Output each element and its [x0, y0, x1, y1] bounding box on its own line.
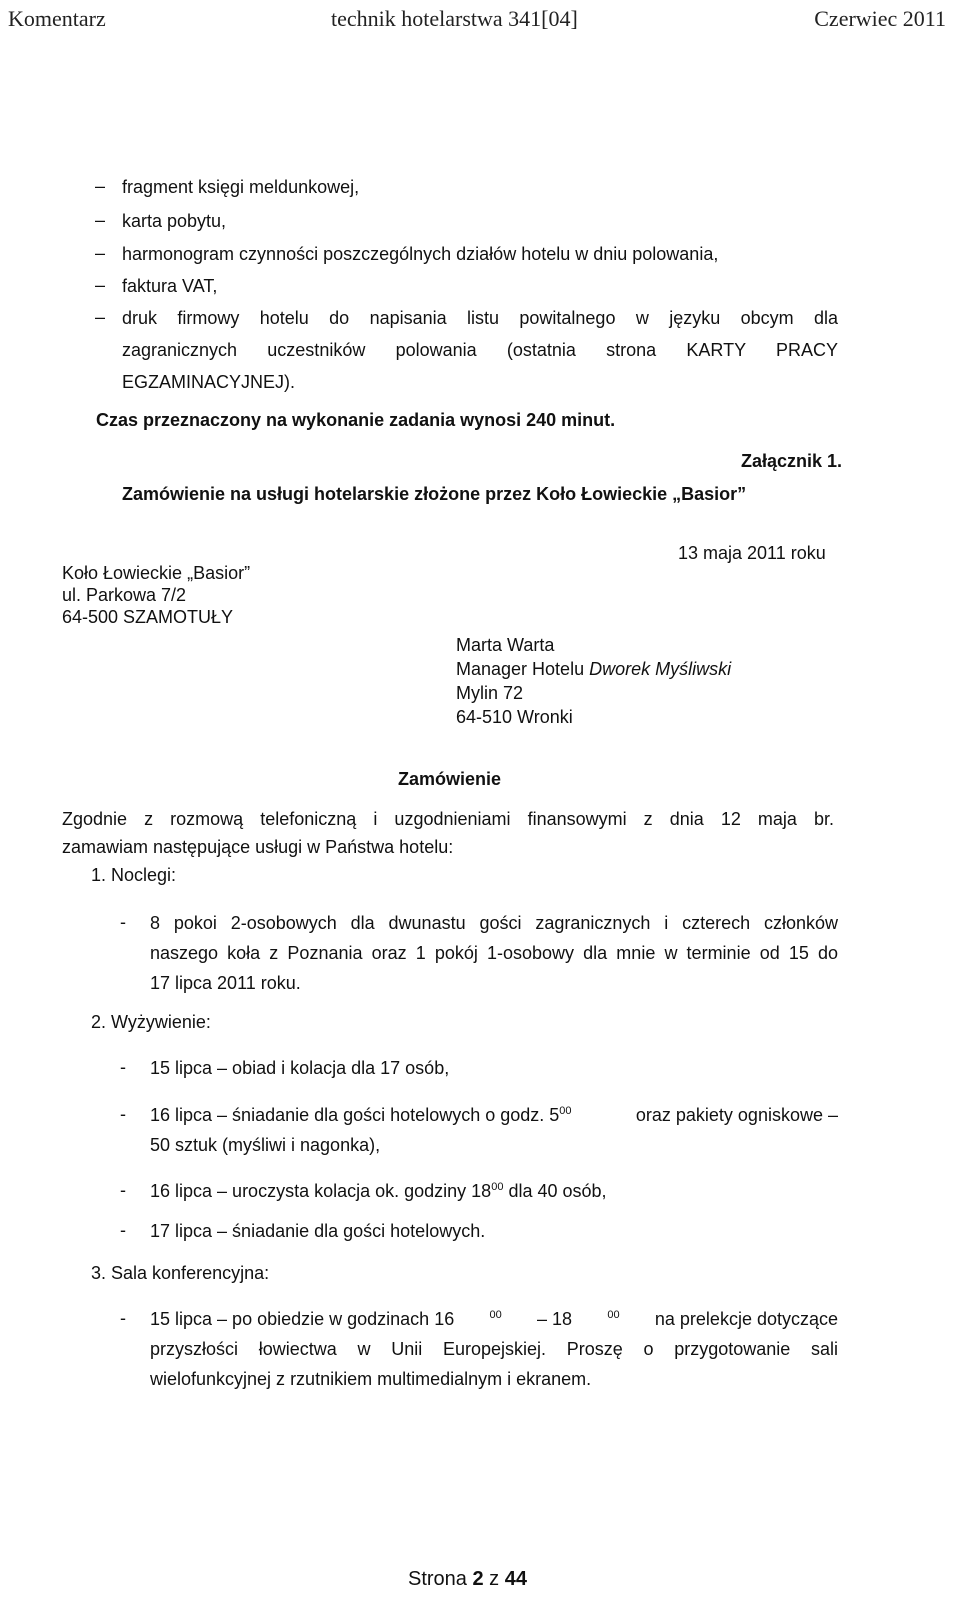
list-item: faktura VAT,: [122, 276, 218, 296]
page-footer: [408, 1568, 527, 1591]
conference-text-c: na prelekcje dotyczące: [654, 1309, 838, 1329]
sender-line: ul. Parkowa 7/2: [62, 585, 187, 605]
list-item: druk firmowy hotelu do napisania listu powitalnego w języku obcym dla: [122, 308, 838, 328]
footer-prefix: Strona: [408, 1568, 473, 1590]
recipient-city: 64-510 Wronki: [456, 707, 573, 727]
item-dash: -: [120, 1180, 126, 1200]
time-superscript: 00: [559, 1105, 572, 1117]
header-left: Komentarz: [8, 6, 106, 31]
recipient-name: Marta Warta: [456, 635, 555, 655]
lodging-line: 17 lipca 2011 roku.: [150, 973, 301, 993]
footer-mid: z: [483, 1568, 505, 1590]
conference-line: wielofunkcyjnej z rzutnikiem multimedialnym i ekranem.: [150, 1369, 592, 1389]
recipient-role: [456, 658, 731, 680]
catering-text-b: oraz pakiety ogniskowe –: [635, 1105, 838, 1125]
footer-page: 2: [472, 1568, 484, 1590]
recipient-role-prefix: Manager Hotelu: [456, 659, 590, 679]
list-item-cont: EGZAMINACYJNEJ).: [122, 372, 296, 392]
list-dash: –: [95, 275, 106, 295]
sender-line: 64-500 SZAMOTUŁY: [62, 607, 234, 627]
list-dash: –: [95, 210, 106, 230]
list-dash: –: [95, 243, 106, 263]
order-title: Zamówienie na usługi hotelarskie złożone przez Koło Łowieckie „Basior”: [122, 484, 747, 504]
catering-item-cont: 50 sztuk (myśliwi i nagonka),: [150, 1135, 381, 1155]
letter-date: 13 maja 2011 roku: [678, 543, 826, 563]
lodging-line: naszego koła z Poznania oraz 1 pokój 1-osobowy dla mnie w terminie od 15 do: [150, 943, 838, 963]
list-item: fragment księgi meldunkowej,: [122, 177, 360, 197]
conference-text-b: – 18: [537, 1309, 573, 1329]
section-label-catering: 2. Wyżywienie:: [91, 1012, 211, 1032]
catering-item: 17 lipca – śniadanie dla gości hotelowych.: [150, 1221, 486, 1241]
catering-text: [150, 1104, 572, 1126]
list-item: harmonogram czynności poszczególnych działów hotelu w dniu polowania,: [122, 244, 719, 264]
conference-line: przyszłości łowiectwa w Unii Europejskiej. Proszę o przygotowanie sali: [150, 1339, 838, 1359]
catering-item: 15 lipca – obiad i kolacja dla 17 osób,: [150, 1058, 450, 1078]
time-superscript: 00: [607, 1309, 620, 1321]
order-heading: Zamówienie: [398, 769, 502, 789]
list-dash: –: [95, 176, 106, 196]
header-center: technik hotelarstwa 341[04]: [331, 6, 578, 31]
header-right: Czerwiec 2011: [814, 6, 946, 31]
conference-text-a: 15 lipca – po obiedzie w godzinach 16: [150, 1309, 455, 1329]
conference-time-2: [607, 1308, 619, 1330]
time-superscript: 00: [489, 1309, 502, 1321]
recipient-hotel: Dworek Myśliwski: [589, 659, 732, 679]
catering-item: [150, 1104, 838, 1126]
conference-time-1: [490, 1308, 502, 1330]
item-dash: -: [120, 1220, 126, 1240]
catering-item: [150, 1180, 607, 1202]
item-dash: -: [120, 1057, 126, 1077]
catering-text-a: 16 lipca – uroczysta kolacja ok. godziny 18: [150, 1181, 492, 1201]
intro-line: zamawiam następujące usługi w Państwa hotelu:: [62, 837, 454, 857]
list-item: karta pobytu,: [122, 211, 227, 231]
time-superscript: 00: [491, 1181, 504, 1193]
item-dash: -: [120, 912, 126, 932]
catering-text-a: 16 lipca – śniadanie dla gości hotelowych o godz. 5: [150, 1105, 560, 1125]
item-dash: -: [120, 1308, 126, 1328]
intro-line: Zgodnie z rozmową telefoniczną i uzgodnieniami finansowymi z dnia 12 maja br.: [62, 809, 834, 829]
recipient-street: Mylin 72: [456, 683, 524, 703]
section-label-conference: 3. Sala konferencyjna:: [91, 1263, 270, 1283]
item-dash: -: [120, 1104, 126, 1124]
attachment-label: Załącznik 1.: [741, 451, 843, 471]
lodging-line: 8 pokoi 2-osobowych dla dwunastu gości zagranicznych i czterech członków: [150, 913, 838, 933]
time-note: Czas przeznaczony na wykonanie zadania wynosi 240 minut.: [96, 410, 616, 430]
footer-total: 44: [504, 1568, 527, 1590]
section-label-lodging: 1. Noclegi:: [91, 865, 177, 885]
sender-line: Koło Łowieckie „Basior”: [62, 563, 251, 583]
catering-text-b: dla 40 osób,: [503, 1181, 607, 1201]
conference-line: [150, 1308, 838, 1330]
list-item-cont: zagranicznych uczestników polowania (ostatnia strona KARTY PRACY: [122, 340, 838, 360]
list-dash: –: [95, 307, 106, 327]
